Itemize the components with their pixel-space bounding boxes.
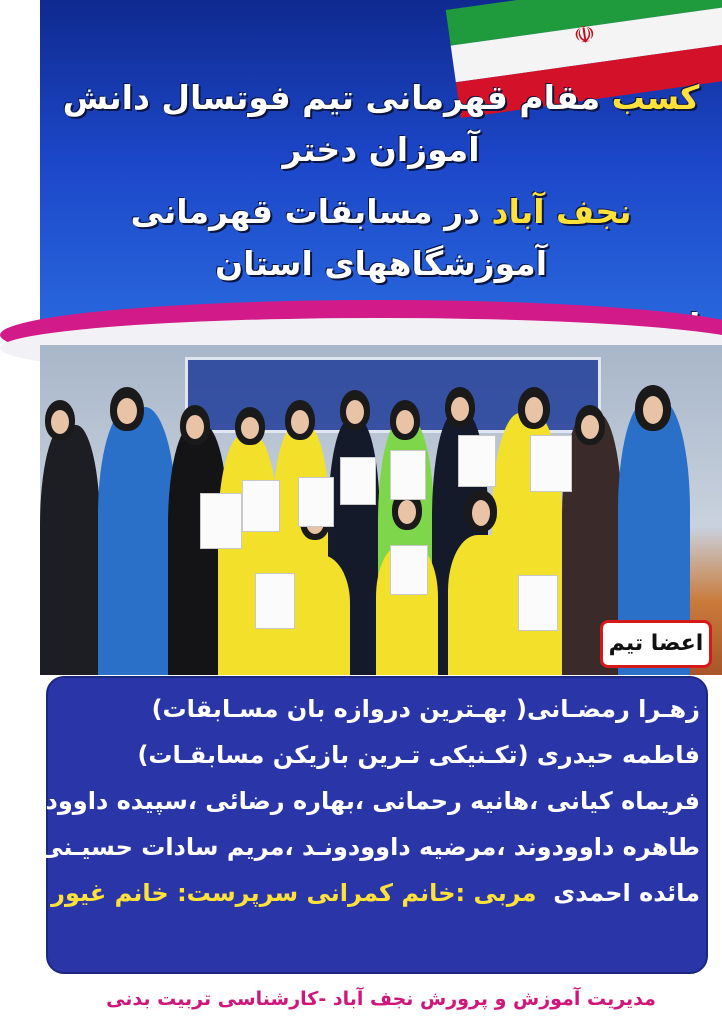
head-figure (110, 387, 144, 431)
headline-line-1: کسب مقام قهرمانی تیم فوتسال دانش آموزان دختر (62, 78, 700, 169)
member-name: مائده احمدی (553, 879, 700, 907)
certificate-image (242, 480, 280, 532)
members-panel (7, 676, 708, 974)
header-section (40, 0, 722, 350)
person-figure (218, 435, 278, 675)
member-line-3: فریماه کیانی ،هانیه رحمانی ،بهاره رضائی ،سپیده داوودوند (7, 787, 700, 815)
head-figure (575, 405, 605, 445)
head-figure (390, 400, 420, 440)
certificate-image (255, 573, 295, 629)
certificate-image (390, 545, 428, 595)
headline-line-2: نجف آباد در مسابقات قهرمانی آموزشگاههای استان (130, 192, 632, 283)
footer-credit: مدیریت آموزش و پرورش نجف آباد -کارشناسی تربیت بدنی (106, 988, 656, 1010)
team-members-tag: اعضا تیم (600, 620, 712, 668)
head-figure (235, 407, 265, 445)
head-figure (635, 385, 671, 431)
person-figure (40, 425, 100, 675)
member-line-2: فاطمه حیدری (تکـنیکی تـرین بازیکن مسابقـات) (137, 741, 700, 769)
head-figure (180, 405, 210, 445)
person-figure (448, 535, 522, 675)
certificate-image (340, 457, 376, 505)
member-line-4: طاهره داوودوند ،مرضیه داوودونـد ،مریم سادات حسیـنی (39, 833, 700, 861)
flag-emblem-icon: ☫ (571, 19, 598, 51)
head-figure (340, 390, 370, 430)
certificate-image (458, 435, 496, 487)
head-figure (465, 490, 497, 532)
certificate-image (518, 575, 558, 631)
certificate-image (298, 477, 334, 527)
certificate-image (390, 450, 426, 500)
certificate-image (530, 435, 572, 492)
member-line-5 (51, 870, 700, 916)
coach-supervisor-text: مربی :خانم کمرانی سرپرست: خانم غیور (51, 879, 537, 907)
head-figure (445, 387, 475, 427)
head-figure (285, 400, 315, 440)
certificate-image (200, 493, 242, 549)
member-line-1: زهـرا رمضـانی( بهـترین دروازه بان مسـابقات) (151, 695, 700, 723)
poster (7, 0, 722, 1024)
head-figure (518, 387, 550, 429)
head-figure (45, 400, 75, 440)
person-figure (98, 407, 176, 675)
